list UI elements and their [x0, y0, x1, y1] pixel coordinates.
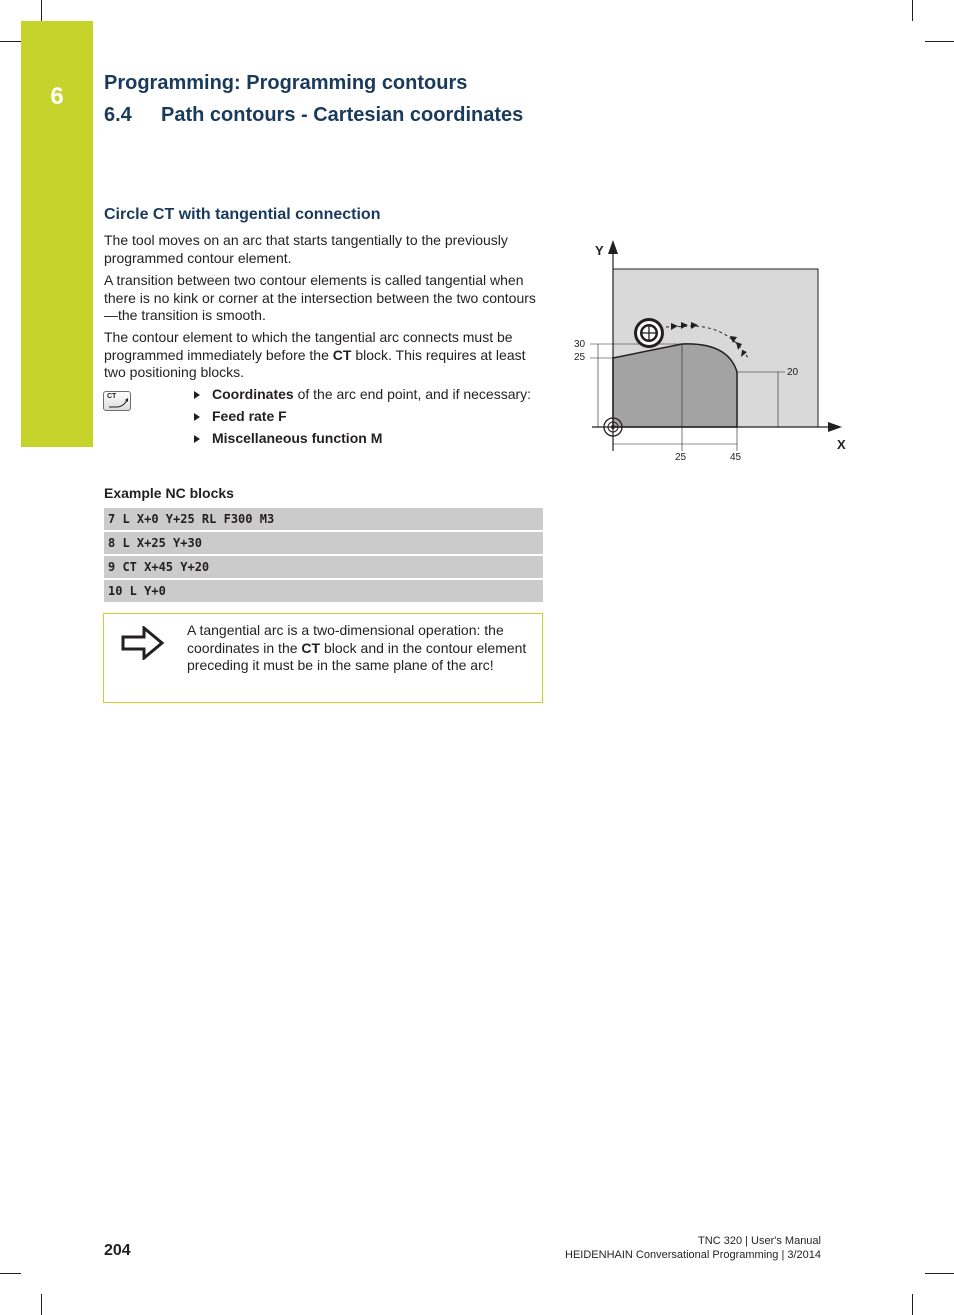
crop-mark [912, 1294, 913, 1315]
crop-mark [912, 0, 913, 21]
bullet-triangle-icon [194, 435, 200, 443]
contour-diagram [570, 236, 860, 466]
footer-line-1: TNC 320 | User's Manual [698, 1235, 821, 1247]
section-heading: Circle CT with tangential connection [104, 206, 381, 223]
table-row: 8 L X+25 Y+30 [104, 532, 543, 554]
list-item [190, 386, 535, 404]
note-text-start: A tangential arc is a two-dimensional operation: the coordinates in the [187, 622, 504, 656]
paragraph-3-keyword: CT [332, 346, 352, 363]
ct-key-label: CT [107, 393, 117, 400]
chapter-number: 6 [50, 83, 64, 110]
crop-mark [41, 0, 42, 21]
table-row: 9 CT X+45 Y+20 [104, 556, 543, 578]
bullet-triangle-icon [194, 413, 200, 421]
example-heading: Example NC blocks [104, 485, 234, 501]
paragraph-1: The tool moves on an arc that starts tangentially to the previously programmed contour element. [104, 232, 508, 266]
parameter-list [190, 386, 535, 452]
x-axis-arrow [828, 422, 842, 432]
bullet-triangle-icon [194, 391, 200, 399]
list-item-bold: Feed rate F [212, 408, 287, 424]
note-text [187, 622, 532, 675]
footer-line-2: HEIDENHAIN Conversational Programming | 3/2014 [565, 1249, 821, 1261]
crop-mark [925, 1273, 954, 1274]
note-box [103, 613, 543, 703]
chapter-title: Programming: Programming contours [104, 72, 468, 94]
section-title: Path contours - Cartesian coordinates [161, 104, 524, 126]
paragraph-3-text-end: block. This requires at least two positioning blocks. [104, 346, 526, 380]
y-dimension-label: 25 [574, 352, 586, 363]
crop-mark [925, 41, 954, 42]
ct-key-icon [103, 391, 131, 411]
list-item-bold: Coordinates [212, 386, 294, 402]
crop-mark [41, 1294, 42, 1315]
x-axis-label: X [837, 437, 846, 452]
height-dimension-label: 20 [787, 367, 799, 378]
table-row: 7 L X+0 Y+25 RL F300 M3 [104, 508, 543, 530]
paragraph-3-text: The contour element to which the tangential arc connects must be programmed immediately before the [104, 329, 513, 363]
list-item [190, 430, 535, 448]
note-text-end: block and in the contour element preceding it must be in the same plane of the arc! [187, 639, 527, 673]
paragraph-2: A transition between two contour elements is called tangential when there is no kink or corner at the intersection between the two contours—the transition is smooth. [104, 272, 536, 323]
section-number: 6.4 [104, 104, 132, 126]
nc-block-table [104, 508, 543, 604]
y-dimension-label: 30 [574, 339, 586, 350]
x-dimension-label: 45 [730, 452, 742, 463]
tool-icon [634, 318, 664, 348]
y-axis-arrow [608, 240, 618, 254]
section-header [104, 104, 523, 127]
list-item-bold: Miscellaneous function M [212, 430, 383, 446]
list-item [190, 408, 535, 426]
list-item-text: of the arc end point, and if necessary: [293, 386, 532, 402]
table-row: 10 L Y+0 [104, 580, 543, 602]
ct-key-arc-icon [104, 392, 132, 412]
contour-shape [613, 344, 737, 427]
crop-mark [0, 41, 21, 42]
arrow-right-icon [120, 626, 166, 660]
y-axis-label: Y [595, 243, 604, 258]
page-number: 204 [104, 1242, 131, 1259]
crop-mark [0, 1273, 21, 1274]
paragraph-3 [104, 329, 536, 382]
note-keyword: CT [301, 639, 321, 656]
chapter-tab [21, 21, 93, 447]
x-dimension-label: 25 [675, 452, 687, 463]
